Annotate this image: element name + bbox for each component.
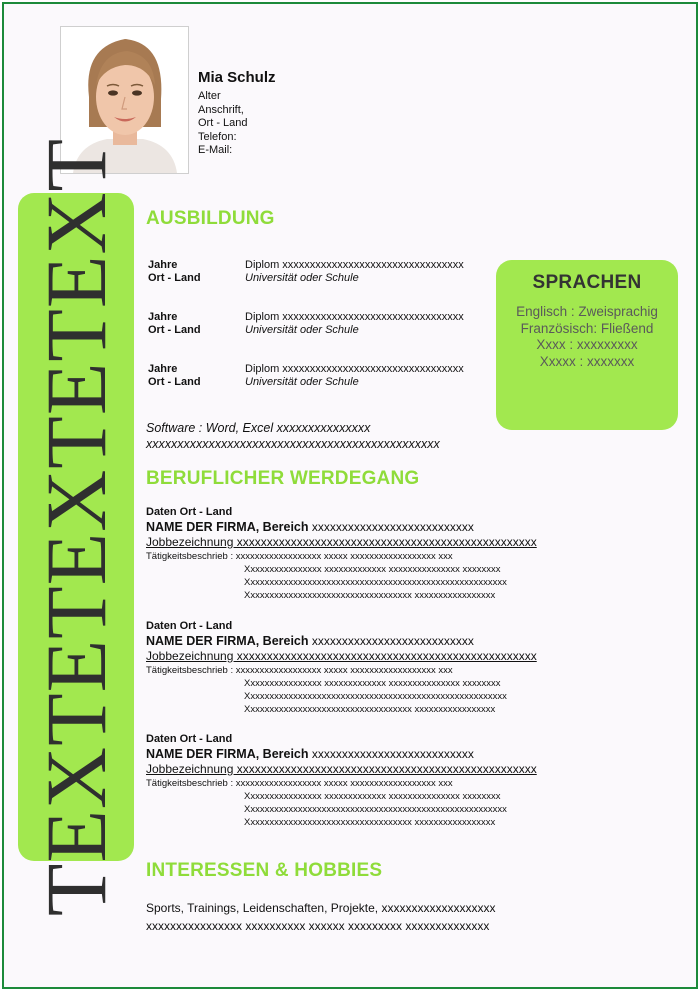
job-description-line: Xxxxxxxxxxxxxxxx xxxxxxxxxxxxx xxxxxxxxxxxxxxx xxxxxxxx <box>244 564 501 575</box>
contact-line-location: Ort - Land <box>198 117 248 129</box>
software-line: xxxxxxxxxxxxxxxxxxxxxxxxxxxxxxxxxxxxxxxxxxxxxxx <box>146 437 440 451</box>
job-description: Tätigkeitsbeschrieb : xxxxxxxxxxxxxxxxxx xxxxx xxxxxxxxxxxxxxxxxx xxx <box>146 778 453 789</box>
cv-page <box>2 2 698 989</box>
education-heading: AUSBILDUNG <box>146 208 275 229</box>
job-description-line: Xxxxxxxxxxxxxxxx xxxxxxxxxxxxx xxxxxxxxxxxxxxx xxxxxxxx <box>244 678 501 689</box>
job-description-line: Xxxxxxxxxxxxxxxxxxxxxxxxxxxxxxxxxxx xxxxxxxxxxxxxxxxx <box>244 817 496 828</box>
job-company-name: NAME DER FIRMA, Bereich <box>146 634 309 648</box>
job-company-name: NAME DER FIRMA, Bereich <box>146 747 309 761</box>
language-item: Xxxx : xxxxxxxxx <box>536 337 638 352</box>
career-heading: BERUFLICHER WERDEGANG <box>146 468 420 489</box>
language-item: Englisch : Zweisprachig <box>516 304 658 319</box>
education-diploma: Diplom xxxxxxxxxxxxxxxxxxxxxxxxxxxxxxxxx <box>245 311 464 323</box>
hobbies-line: xxxxxxxxxxxxxxxx xxxxxxxxxx xxxxxx xxxxxxxxx xxxxxxxxxxxxxx <box>146 919 490 933</box>
job-company-line <box>146 633 606 649</box>
job-entry-1 <box>146 505 606 602</box>
job-description: Tätigkeitsbeschrieb : xxxxxxxxxxxxxxxxxx xxxxx xxxxxxxxxxxxxxxxxx xxx <box>146 665 453 676</box>
contact-line-phone: Telefon: <box>198 130 237 143</box>
job-description-line: Xxxxxxxxxxxxxxxxxxxxxxxxxxxxxxxxxxxxxxxxxxxxxxxxxxxxxxx <box>244 691 507 702</box>
contact-line-email: E-Mail: <box>198 144 233 156</box>
education-diploma: Diplom xxxxxxxxxxxxxxxxxxxxxxxxxxxxxxxxx <box>245 259 464 271</box>
job-title: Jobbezeichnung xxxxxxxxxxxxxxxxxxxxxxxxxxxxxxxxxxxxxxxxxxxxxxxxxx <box>146 535 537 549</box>
job-company-line <box>146 519 606 535</box>
job-description: Tätigkeitsbeschrieb : xxxxxxxxxxxxxxxxxx xxxxx xxxxxxxxxxxxxxxxxx xxx <box>146 551 453 562</box>
hobbies-line: Sports, Trainings, Leidenschaften, Projekte, xxxxxxxxxxxxxxxxxxx <box>146 901 496 915</box>
job-description-line: Xxxxxxxxxxxxxxxxxxxxxxxxxxxxxxxxxxxxxxxxxxxxxxxxxxxxxxx <box>244 577 507 588</box>
education-years: Jahre <box>148 259 178 271</box>
education-school: Universität oder Schule <box>245 272 359 284</box>
job-entry-3 <box>146 732 606 829</box>
job-description-line: Xxxxxxxxxxxxxxxxxxxxxxxxxxxxxxxxxxxxxxxxxxxxxxxxxxxxxxx <box>244 804 507 815</box>
languages-list <box>496 304 678 370</box>
software-skills <box>146 420 440 452</box>
education-years: Jahre <box>148 311 178 323</box>
job-date-place: Daten Ort - Land <box>146 733 233 745</box>
sidebar-banner <box>18 137 134 917</box>
job-date-place: Daten Ort - Land <box>146 620 233 632</box>
job-company-detail: xxxxxxxxxxxxxxxxxxxxxxxxxxx <box>311 520 474 534</box>
language-item: Xxxxx : xxxxxxx <box>539 353 635 369</box>
contact-block <box>198 68 276 158</box>
education-school: Universität oder Schule <box>245 324 359 336</box>
person-name: Mia Schulz <box>198 69 276 86</box>
sidebar-vertical-text: TEXTETEXTETEXT <box>28 137 124 917</box>
education-place: Ort - Land <box>148 272 201 284</box>
job-entry-2 <box>146 619 606 716</box>
job-description-line: Xxxxxxxxxxxxxxxx xxxxxxxxxxxxx xxxxxxxxxxxxxxx xxxxxxxx <box>244 791 501 802</box>
job-description-line: Xxxxxxxxxxxxxxxxxxxxxxxxxxxxxxxxxxx xxxxxxxxxxxxxxxxx <box>244 590 496 601</box>
hobbies-heading: INTERESSEN & HOBBIES <box>146 860 383 881</box>
languages-box <box>496 260 678 430</box>
job-title: Jobbezeichnung xxxxxxxxxxxxxxxxxxxxxxxxxxxxxxxxxxxxxxxxxxxxxxxxxx <box>146 649 537 663</box>
job-company-name: NAME DER FIRMA, Bereich <box>146 520 309 534</box>
languages-heading: SPRACHEN <box>532 272 642 293</box>
education-years: Jahre <box>148 363 178 375</box>
job-company-detail: xxxxxxxxxxxxxxxxxxxxxxxxxxx <box>311 747 474 761</box>
education-place: Ort - Land <box>148 324 201 336</box>
language-item: Französisch: Fließend <box>520 320 654 336</box>
education-school: Universität oder Schule <box>245 376 359 388</box>
job-description-line: Xxxxxxxxxxxxxxxxxxxxxxxxxxxxxxxxxxx xxxxxxxxxxxxxxxxx <box>244 704 496 715</box>
job-company-detail: xxxxxxxxxxxxxxxxxxxxxxxxxxx <box>311 634 474 648</box>
contact-line-address: Anschrift, <box>198 103 244 116</box>
job-company-line <box>146 746 606 762</box>
education-place: Ort - Land <box>148 376 201 388</box>
job-date-place: Daten Ort - Land <box>146 506 233 518</box>
software-line: Software : Word, Excel xxxxxxxxxxxxxxx <box>146 421 371 435</box>
hobbies-text <box>146 899 495 935</box>
job-title: Jobbezeichnung xxxxxxxxxxxxxxxxxxxxxxxxxxxxxxxxxxxxxxxxxxxxxxxxxx <box>146 762 537 776</box>
education-diploma: Diplom xxxxxxxxxxxxxxxxxxxxxxxxxxxxxxxxx <box>245 363 464 375</box>
contact-line-age: Alter <box>198 90 221 102</box>
